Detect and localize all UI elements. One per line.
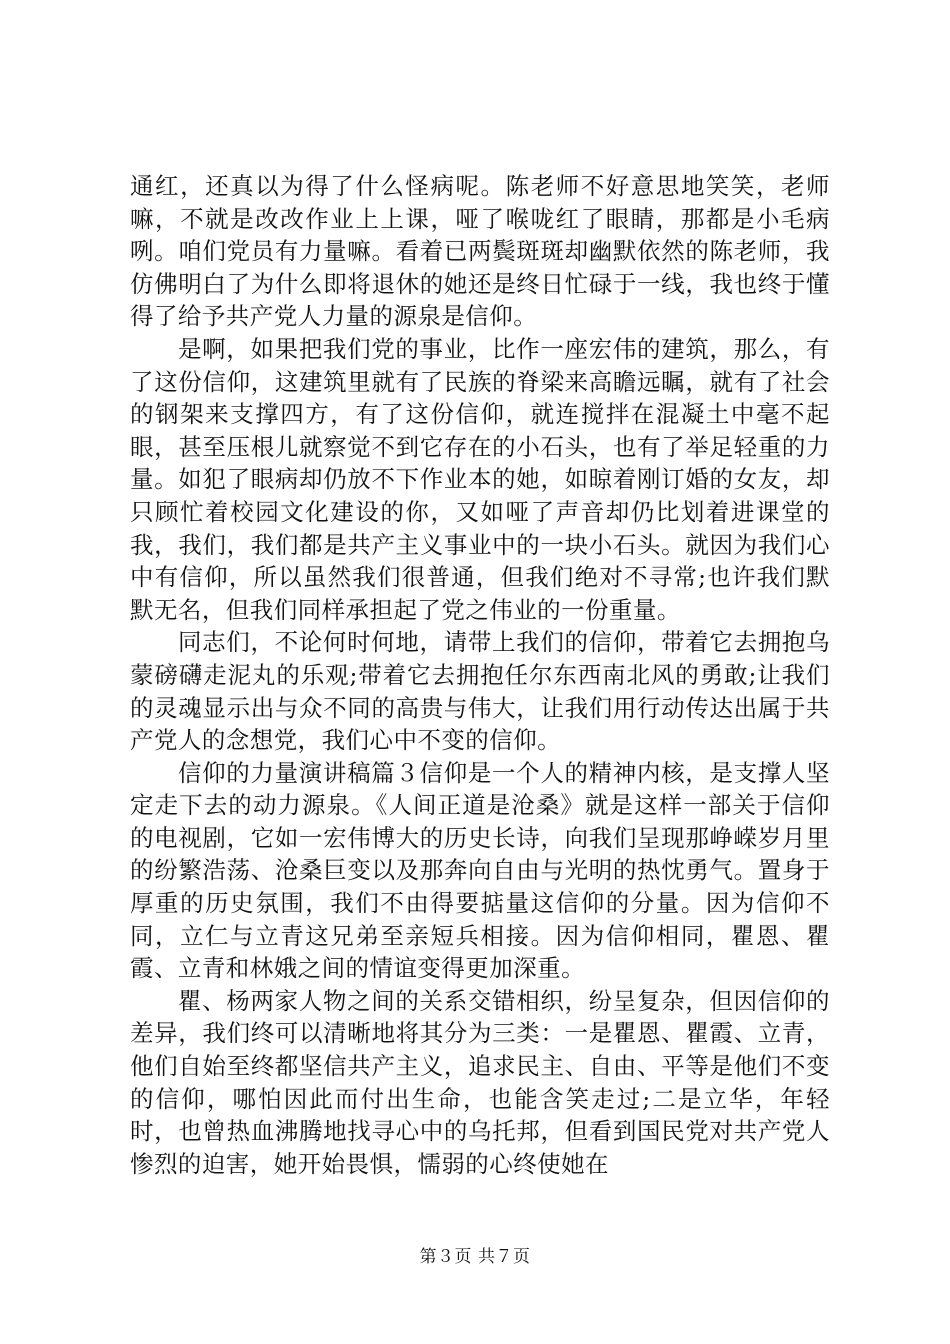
paragraph-2: 是啊，如果把我们党的事业，比作一座宏伟的建筑，那么，有了这份信仰，这建筑里就有了民族的脊梁来高瞻远瞩，就有了社会的钢架来支撑四方，有了这份信仰，就连搅拌在混凝土中毫不起眼，甚至压根儿就察觉不到它存在的小石头，也有了举足轻重的力量。如犯了眼病却仍放不下作业本的她，如晾着刚订婚的女友，却只顾忙着校园文化建设的你，又如哑了声音却仍比划着进课堂的我，我们，我们都是共产主义事业中的一块小石头。就因为我们心中有信仰，所以虽然我们很普通，但我们绝对不寻常;也许我们默默无名，但我们同样承担起了党之伟业的一份重量。 (130, 334, 830, 624)
paragraph-3: 同志们，不论何时何地，请带上我们的信仰，带着它去拥抱乌蒙磅礴走泥丸的乐观;带着它去拥抱任尔东西南北风的勇敢;让我们的灵魂显示出与众不同的高贵与伟大，让我们用行动传达出属于共产党人的念想党，我们心中不变的信仰。 (130, 628, 830, 755)
paragraph-5: 瞿、杨两家人物之间的关系交错相织，纷呈复杂，但因信仰的差异，我们终可以清晰地将其分为三类：一是瞿恩、瞿霞、立青，他们自始至终都坚信共产主义，追求民主、自由、平等是他们不变的信仰，哪怕因此而付出生命，也能含笑走过;二是立华，年轻时，也曾热血沸腾地找寻心中的乌托邦，但看到国民党对共产党人惨烈的迫害，她开始畏惧，懦弱的心终使她在 (130, 986, 830, 1178)
document-page (130, 170, 830, 1180)
paragraph-4: 信仰的力量演讲稿篇３信仰是一个人的精神内核，是支撑人坚定走下去的动力源泉。《人间正道是沧桑》就是这样一部关于信仰的电视剧，它如一宏伟博大的历史长诗，向我们呈现那峥嵘岁月里的纷繁浩荡、沧桑巨变以及那奔向自由与光明的热忱勇气。置身于厚重的历史氛围，我们不由得要掂量这信仰的分量。因为信仰不同，立仁与立青这兄弟至亲短兵相接。因为信仰相同，瞿恩、瞿霞、立青和林娥之间的情谊变得更加深重。 (130, 758, 830, 983)
page-number-footer: 第３页 共７页 (419, 1247, 531, 1267)
paragraph-1: 通红，还真以为得了什么怪病呢。陈老师不好意思地笑笑，老师嘛，不就是改改作业上上课，哑了喉咙红了眼睛，那都是小毛病咧。咱们党员有力量嘛。看着已两鬓斑斑却幽默依然的陈老师，我仿佛明白了为什么即将退休的她还是终日忙碌于一线，我也终于懂得了给予共产党人力量的源泉是信仰。 (130, 172, 830, 331)
